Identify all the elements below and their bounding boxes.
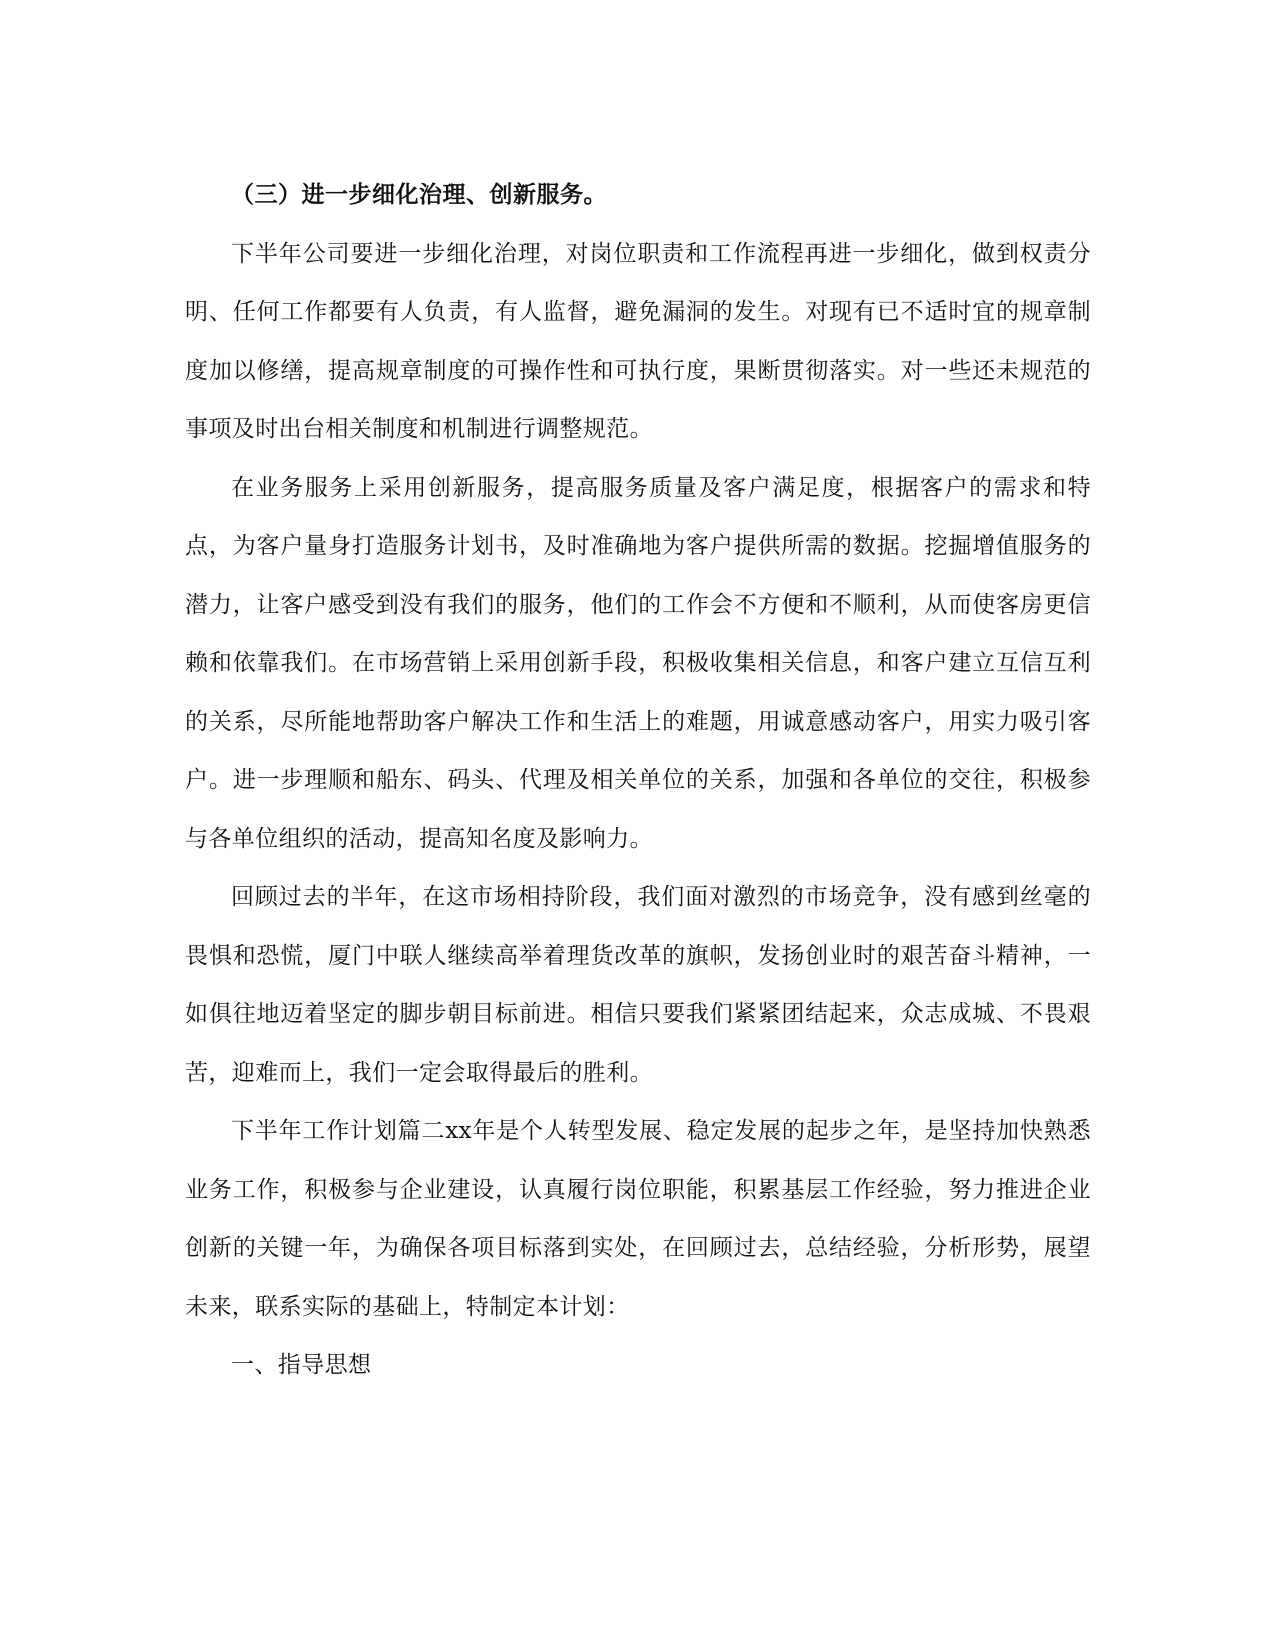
section-subheading-guiding-ideology: 一、指导思想 <box>231 1352 372 1378</box>
section-heading: （三）进一步细化治理、创新服务。 <box>231 181 607 208</box>
paragraph-refine-management: 下半年公司要进一步细化治理，对岗位职责和工作流程再进一步细化，做到权责分明、任何工作都要有人负责，有人监督，避免漏洞的发生。对现有已不适时宜的规章制度加以修缮，提高规章制度的可操作性和可执行度，果断贯彻落实。对一些还未规范的事项及时出台相关制度和机制进行调整规范。 <box>185 240 1091 442</box>
paragraph-innovative-service: 在业务服务上采用创新服务，提高服务质量及客户满足度，根据客户的需求和特点，为客户量身打造服务计划书，及时准确地为客户提供所需的数据。挖掘增值服务的潜力，让客户感受到没有我们的服务，他们的工作会不方便和不顺利，从而使客房更信赖和依靠我们。在市场营销上采用创新手段，积极收集相关信息，和客户建立互信互利的关系，尽所能地帮助客户解决工作和生活上的难题，用诚意感动客户，用实力吸引客户。进一步理顺和船东、码头、代理及相关单位的关系，加强和各单位的交往，积极参与各单位组织的活动，提高知名度及影响力。 <box>185 474 1091 852</box>
document-body <box>185 166 1091 1395</box>
paragraph-plan-intro: 下半年工作计划篇二xx年是个人转型发展、稳定发展的起步之年，是坚持加快熟悉业务工作，积极参与企业建设，认真履行岗位职能，积累基层工作经验，努力推进企业创新的关键一年，为确保各项目标落到实处，在回顾过去，总结经验，分析形势，展望未来，联系实际的基础上，特制定本计划： <box>185 1118 1091 1320</box>
paragraph-review: 回顾过去的半年，在这市场相持阶段，我们面对激烈的市场竞争，没有感到丝毫的畏惧和恐慌，厦门中联人继续高举着理货改革的旗帜，发扬创业时的艰苦奋斗精神，一如俱往地迈着坚定的脚步朝目标前进。相信只要我们紧紧团结起来，众志成城、不畏艰苦，迎难而上，我们一定会取得最后的胜利。 <box>185 884 1091 1086</box>
